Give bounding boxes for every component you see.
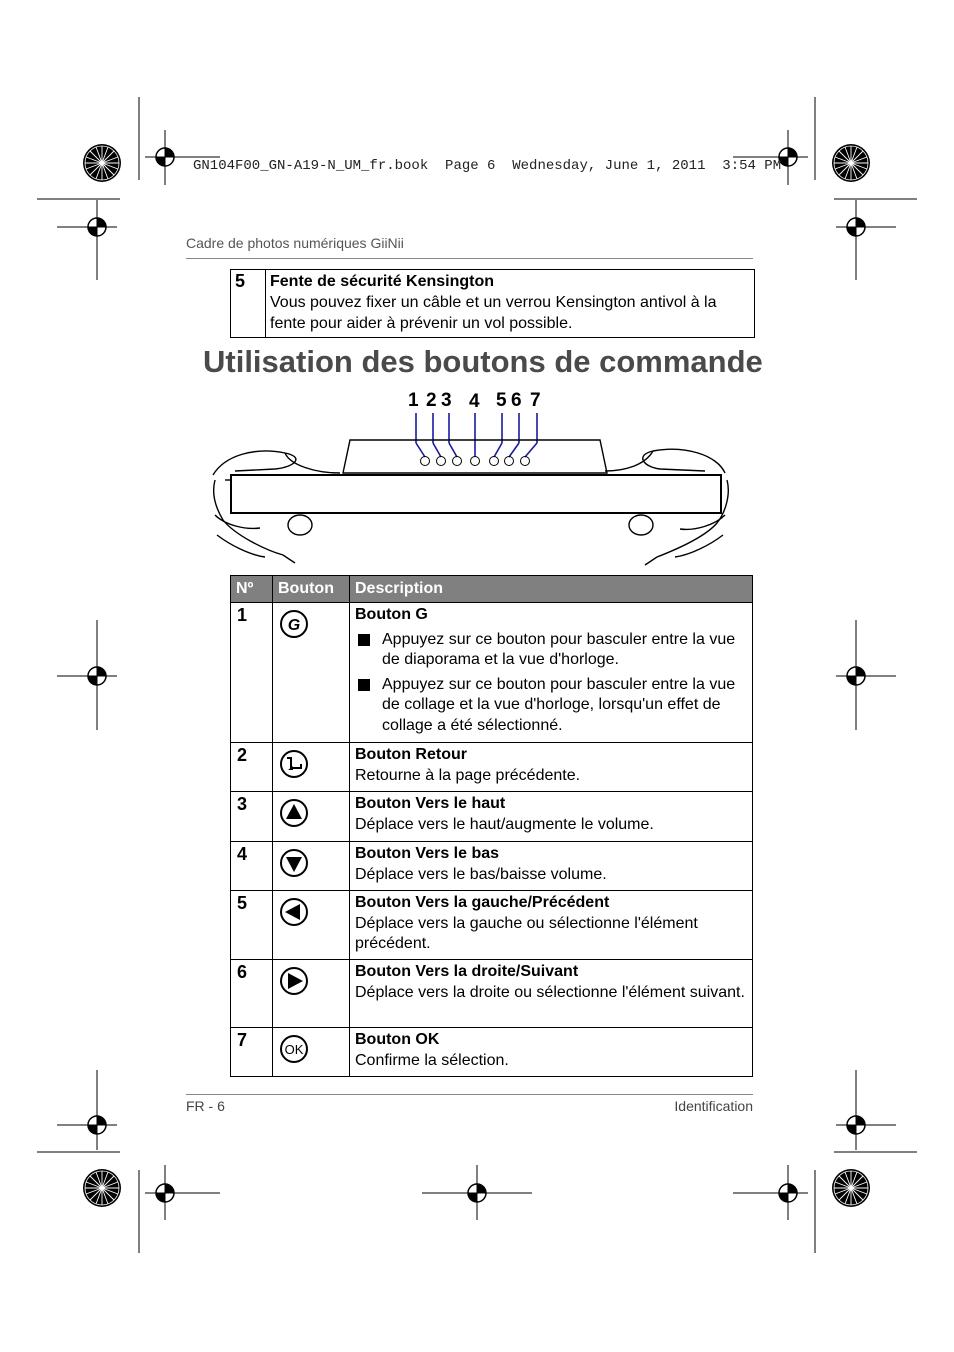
header-number: Nº xyxy=(231,576,273,603)
callout-numbers xyxy=(408,390,541,412)
row-description xyxy=(350,603,753,743)
buttons-table xyxy=(230,575,753,1077)
row-text: Confirme la sélection. xyxy=(355,1051,509,1069)
row-description xyxy=(350,842,753,891)
callout-7: 7 xyxy=(530,390,541,411)
row-text: Déplace vers le haut/augmente le volume. xyxy=(355,815,654,833)
callout-2: 2 xyxy=(426,390,437,411)
row-number: 1 xyxy=(231,603,273,743)
up-arrow-icon xyxy=(279,798,309,828)
table-row xyxy=(231,603,753,743)
print-slug: GN104F00_GN-A19-N_UM_fr.book Page 6 Wednesday, June 1, 2011 3:54 PM xyxy=(193,158,782,174)
row-title: Bouton Retour xyxy=(355,746,467,763)
page-number: FR - 6 xyxy=(186,1098,225,1114)
row-text: Déplace vers le bas/baisse volume. xyxy=(355,865,607,883)
table-row xyxy=(231,842,753,891)
row-number: 5 xyxy=(231,891,273,960)
table-row xyxy=(231,792,753,842)
row-description xyxy=(350,792,753,842)
footer-section: Identification xyxy=(674,1098,753,1114)
row-title: Bouton Vers la gauche/Précédent xyxy=(355,894,610,911)
left-arrow-icon xyxy=(279,897,309,927)
row-description xyxy=(350,1028,753,1077)
header-button: Bouton xyxy=(273,576,350,603)
kensington-text: Vous pouvez fixer un câble et un verrou Kensington antivol à la fente pour aider à prévenir un vol possible. xyxy=(270,294,717,332)
row-description xyxy=(350,960,753,1028)
kensington-table xyxy=(230,269,755,338)
return-icon xyxy=(279,749,309,779)
table-row xyxy=(231,1028,753,1077)
kensington-cell xyxy=(266,270,755,338)
right-arrow-icon xyxy=(279,966,309,996)
row-number: 7 xyxy=(231,1028,273,1077)
row-title: Bouton Vers la droite/Suivant xyxy=(355,963,579,980)
callout-6: 6 xyxy=(511,390,522,411)
row-icon-cell xyxy=(273,743,350,792)
svg-text:OK: OK xyxy=(284,1042,304,1057)
callout-1: 1 xyxy=(408,390,419,411)
table-row xyxy=(231,960,753,1028)
row-text: Déplace vers la gauche ou sélectionne l'élément précédent. xyxy=(355,914,698,952)
row-number: 3 xyxy=(231,792,273,842)
row-text: Retourne à la page précédente. xyxy=(355,766,581,784)
header-rule xyxy=(186,258,753,259)
row-number: 2 xyxy=(231,743,273,792)
row-icon-cell xyxy=(273,792,350,842)
row-icon-cell xyxy=(273,960,350,1028)
row-number: 6 xyxy=(231,960,273,1028)
table-row xyxy=(231,891,753,960)
callout-5: 5 xyxy=(496,390,507,411)
g-button-icon xyxy=(279,609,309,639)
row-text: Déplace vers la droite ou sélectionne l'élément suivant. xyxy=(355,983,745,1001)
row-title: Bouton OK xyxy=(355,1031,440,1048)
list-item xyxy=(355,630,747,671)
device-illustration xyxy=(205,385,735,570)
kensington-number: 5 xyxy=(231,270,266,338)
callout-4: 4 xyxy=(469,391,480,412)
bullet-text: Appuyez sur ce bouton pour basculer entre la vue de diaporama et la vue d'horloge. xyxy=(382,630,736,668)
row-title: Bouton G xyxy=(355,606,428,623)
bullet-icon xyxy=(358,634,370,646)
row-icon-cell xyxy=(273,1028,350,1077)
down-arrow-icon xyxy=(279,848,309,878)
header-description: Description xyxy=(350,576,753,603)
footer-rule xyxy=(186,1094,753,1095)
row-icon-cell xyxy=(273,891,350,960)
bullet-text: Appuyez sur ce bouton pour basculer entre la vue de collage et la vue d'horloge, lorsqu'un effet de collage a été sélectionné. xyxy=(382,675,736,734)
row-icon-cell xyxy=(273,603,350,743)
row-title: Bouton Vers le bas xyxy=(355,845,500,862)
section-title: Utilisation des boutons de commande xyxy=(203,344,763,379)
list-item xyxy=(355,675,747,737)
callout-3: 3 xyxy=(441,390,452,411)
svg-text:G: G xyxy=(287,617,301,634)
row-description xyxy=(350,891,753,960)
bullet-icon xyxy=(358,679,370,691)
row-icon-cell xyxy=(273,842,350,891)
kensington-title: Fente de sécurité Kensington xyxy=(270,273,495,290)
ok-icon xyxy=(279,1034,309,1064)
running-header: Cadre de photos numériques GiiNii xyxy=(186,235,404,251)
row-number: 4 xyxy=(231,842,273,891)
row-title: Bouton Vers le haut xyxy=(355,795,506,812)
row-description xyxy=(350,743,753,792)
table-row xyxy=(231,743,753,792)
table-header-row xyxy=(231,576,753,603)
